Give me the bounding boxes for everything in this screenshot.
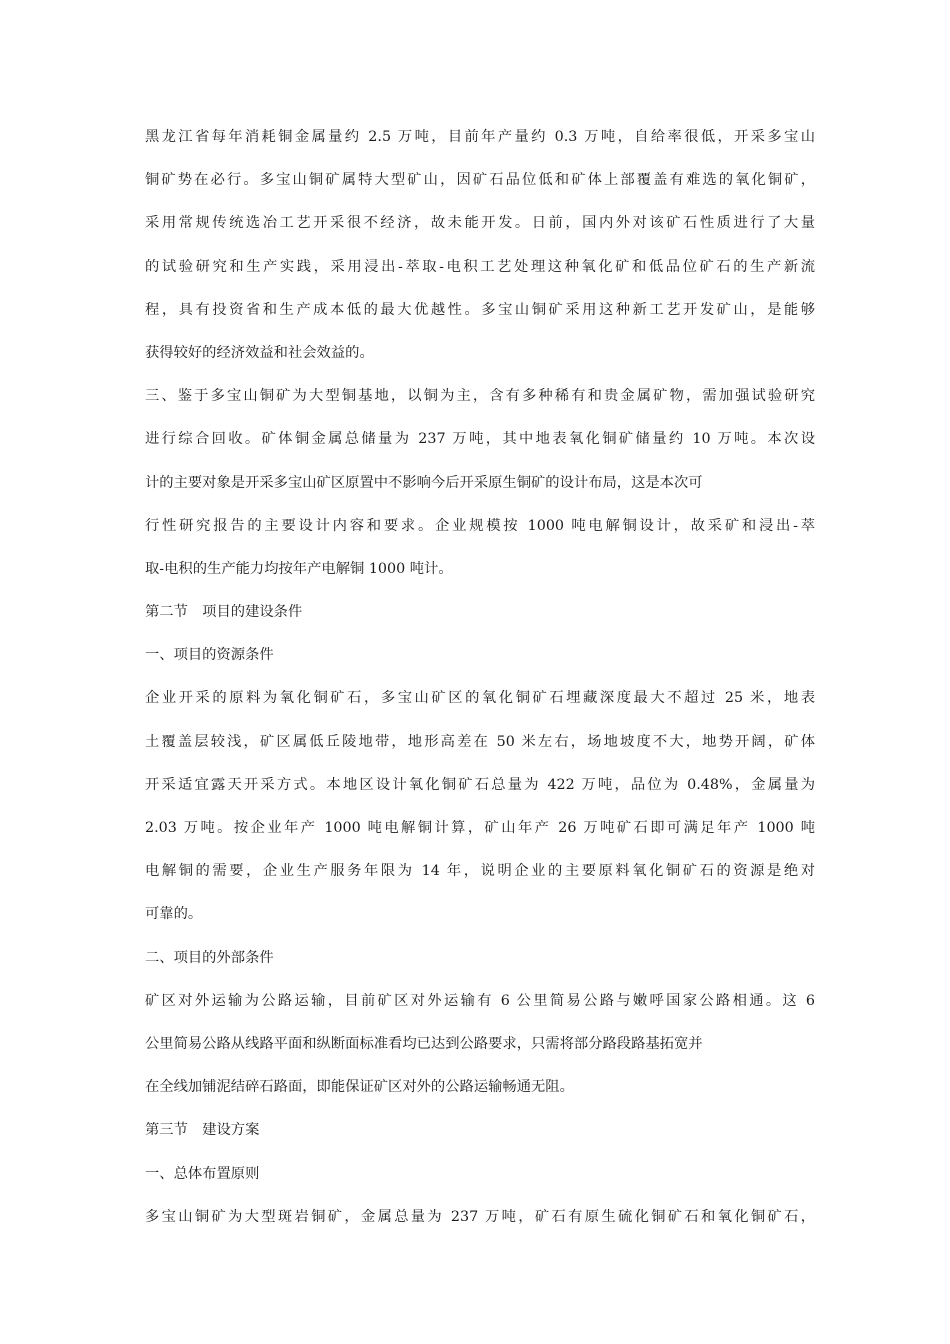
text-line: 矿区对外运输为公路运输，目前矿区对外运输有 6 公里简易公路与嫩呼国家公路相通。这 6 — [145, 992, 815, 1009]
text-line: 行性研究报告的主要设计内容和要求。企业规模按 1000 吨电解铜设计，故采矿和浸出-萃 — [145, 517, 815, 534]
text-line: 公里简易公路从线路平面和纵断面标准看均已达到公路要求，只需将部分路段路基拓宽并 — [145, 1035, 703, 1052]
text-line: 开采适宜露天开采方式。本地区设计氧化铜矿石总量为 422 万吨，品位为 0.48%，金属量为 — [145, 776, 815, 793]
text-line: 2.03 万吨。按企业年产 1000 吨电解铜计算，矿山年产 26 万吨矿石即可满足年产 1000 吨 — [145, 820, 815, 836]
document-body — [145, 116, 815, 1239]
section-heading: 第二节 项目的建设条件 — [145, 604, 303, 621]
text-line: 土覆盖层较浅，矿区属低丘陵地带，地形高差在 50 米左右，场地坡度不大，地势开阔，矿体 — [145, 733, 815, 750]
text-line: 获得较好的经济效益和社会效益的。 — [145, 344, 374, 361]
subsection-heading: 一、项目的资源条件 — [145, 647, 274, 664]
subsection-heading: 一、总体布置原则 — [145, 1165, 260, 1182]
text-line: 的试验研究和生产实践，采用浸出-萃取-电积工艺处理这种氧化矿和低品位矿石的生产新流 — [145, 258, 815, 275]
text-line: 铜矿势在必行。多宝山铜矿属特大型矿山，因矿石品位低和矿体上部覆盖有难选的氧化铜矿， — [145, 172, 815, 189]
text-line: 企业开采的原料为氧化铜矿石，多宝山矿区的氧化铜矿石埋藏深度最大不超过 25 米，地表 — [145, 690, 815, 707]
text-line: 取-电积的生产能力均按年产电解铜 1000 吨计。 — [145, 560, 453, 577]
text-line: 进行综合回收。矿体铜金属总储量为 237 万吨，其中地表氧化铜矿储量约 10 万吨。本次设 — [145, 431, 815, 448]
text-line: 黑龙江省每年消耗铜金属量约 2.5 万吨，目前年产量约 0.3 万吨，自给率很低，开采多宝山 — [145, 129, 815, 145]
section-heading: 第三节 建设方案 — [145, 1122, 260, 1139]
text-line: 在全线加铺泥结碎石路面，即能保证矿区对外的公路运输畅通无阻。 — [145, 1079, 574, 1096]
section-paragraph-line: 三、鉴于多宝山铜矿为大型铜基地，以铜为主，含有多种稀有和贵金属矿物，需加强试验研究 — [145, 388, 815, 405]
text-line: 程，具有投资省和生产成本低的最大优越性。多宝山铜矿采用这种新工艺开发矿山，是能够 — [145, 301, 815, 318]
text-line: 采用常规传统选冶工艺开采很不经济，故未能开发。日前，国内外对该矿石性质进行了大量 — [145, 215, 815, 232]
text-line: 多宝山铜矿为大型斑岩铜矿，金属总量为 237 万吨，矿石有原生硫化铜矿石和氧化铜矿石， — [145, 1208, 815, 1225]
text-line: 可靠的。 — [145, 906, 203, 923]
subsection-heading: 二、项目的外部条件 — [145, 949, 274, 966]
text-line: 电解铜的需要，企业生产服务年限为 14 年，说明企业的主要原料氧化铜矿石的资源是绝对 — [145, 863, 815, 880]
text-line: 计的主要对象是开采多宝山矿区原置中不影响今后开采原生铜矿的设计布局，这是本次可 — [145, 474, 703, 491]
